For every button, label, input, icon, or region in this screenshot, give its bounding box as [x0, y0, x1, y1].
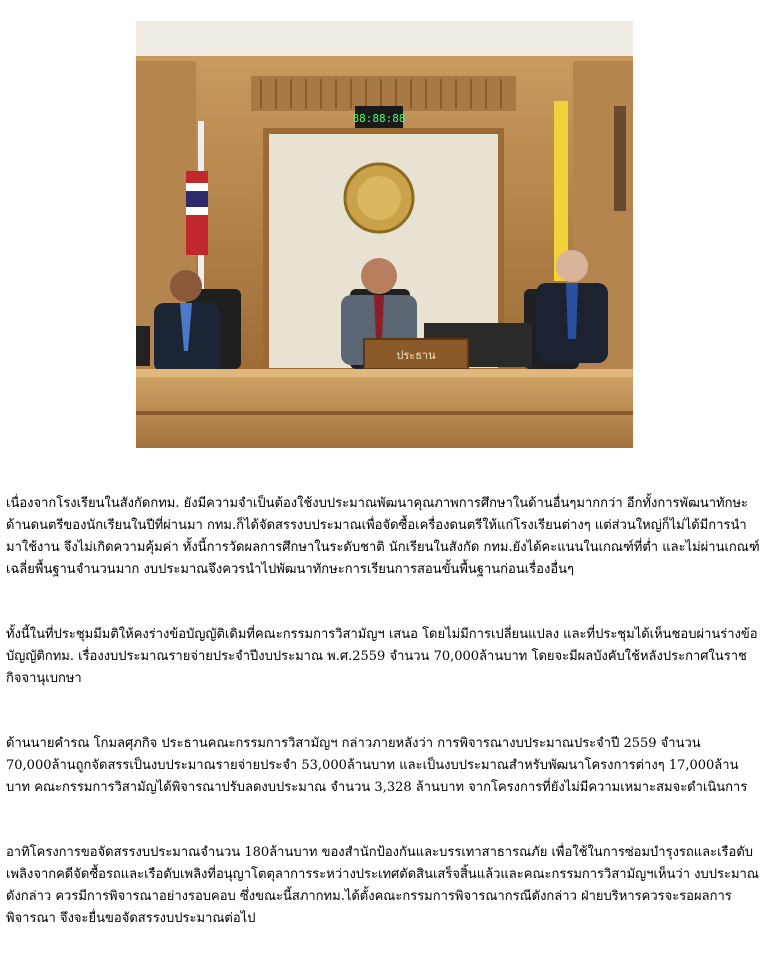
article-paragraph-1: เนื่องจากโรงเรียนในสังกัดกทม. ยังมีความจำเป็นต้องใช้งบประมาณพัฒนาคุณภาพการศึกษาในด้านอื่นๆมากกว่า อีกทั้งการพัฒนาทักษะด้านดนตรีของนักเรียนในปีที่ผ่านมา กทม.ก็ได้จัดสรรงบประมาณเพื่อจัดซื้อเครื่องดนตรีให้แก่โรงเรียนต่างๆ แต่ส่วนใหญ่ก็ไม่ได้มีการนำมาใช้งาน จึงไม่เกิดความคุ้มค่า ทั้งนี้การวัดผลการศึกษาในระดับชาติ นักเรียนในสังกัด กทม.ยังได้คะแนนในเกณฑ์ที่ต่ำ และไม่ผ่านเกณฑ์เฉลี่ยพื้นฐานจำนวนมาก งบประมาณจึงควรนำไปพัฒนาทักษะการเรียนการสอนขั้นพื้นฐานก่อนเรื่องอื่นๆ [6, 496, 760, 577]
article-paragraph-2: ทั้งนี้ในที่ประชุมมีมติให้คงร่างข้อบัญญัติเดิมที่คณะกรรมการวิสามัญฯ เสนอ โดยไม่มีการเปลี่ยนแปลง และที่ประชุมได้เห็นชอบผ่านร่างข้อบัญญัติกทม. เรื่องงบประมาณรายจ่ายประจำปีงบประมาณ พ.ศ.2559 จำนวน 70,000ล้านบาท โดยจะมีผลบังคับใช้หลังประกาศในราชกิจจานุเบกษา [6, 627, 758, 686]
nameplate-label: ประธาน [396, 349, 436, 362]
meeting-room-photo [136, 21, 633, 448]
article-paragraph-4: อาทิโครงการขอจัดสรรงบประมาณจำนวน 180ล้านบาท ของสำนักป้องกันและบรรเทาสาธารณภัย เพื่อใช้ในการซ่อมบำรุงรถและเรือดับเพลิงจากคดีจัดซื้อรถและเรือดับเพลิงที่อนุญาโตตุลาการระหว่างประเทศตัดสินเสร็จสิ้นแล้วและคณะกรรมการวิสามัญฯเห็นว่า งบประมาณดังกล่าว ควรมีการพิจารณาอย่างรอบคอบ ซึ่งขณะนี้สภากทม.ได้ตั้งคณะกรรมการพิจารณากรณีดังกล่าว ฝ่ายบริหารควรจะรอผลการพิจารณา จึงจะยื่นขอจัดสรรงบประมาณต่อไป [6, 845, 759, 926]
clock-display: 88:88:88 [352, 112, 406, 125]
meeting-room-illustration [136, 21, 633, 448]
article-paragraph-3: ด้านนายคำรณ โกมลศุภกิจ ประธานคณะกรรมการวิสามัญฯ กล่าวภายหลังว่า การพิจารณางบประมาณประจำปี 2559 จำนวน 70,000ล้านถูกจัดสรรเป็นงบประมาณรายจ่ายประจำ 53,000ล้านบาท และเป็นงบประมาณสำหรับพัฒนาโครงการต่างๆ 17,000ล้านบาท คณะกรรมการวิสามัญได้พิจารณาปรับลดงบประมาณ จำนวน 3,328 ล้านบาท จากโครงการที่ยังไม่มีความเหมาะสมจะดำเนินการ [6, 736, 748, 795]
